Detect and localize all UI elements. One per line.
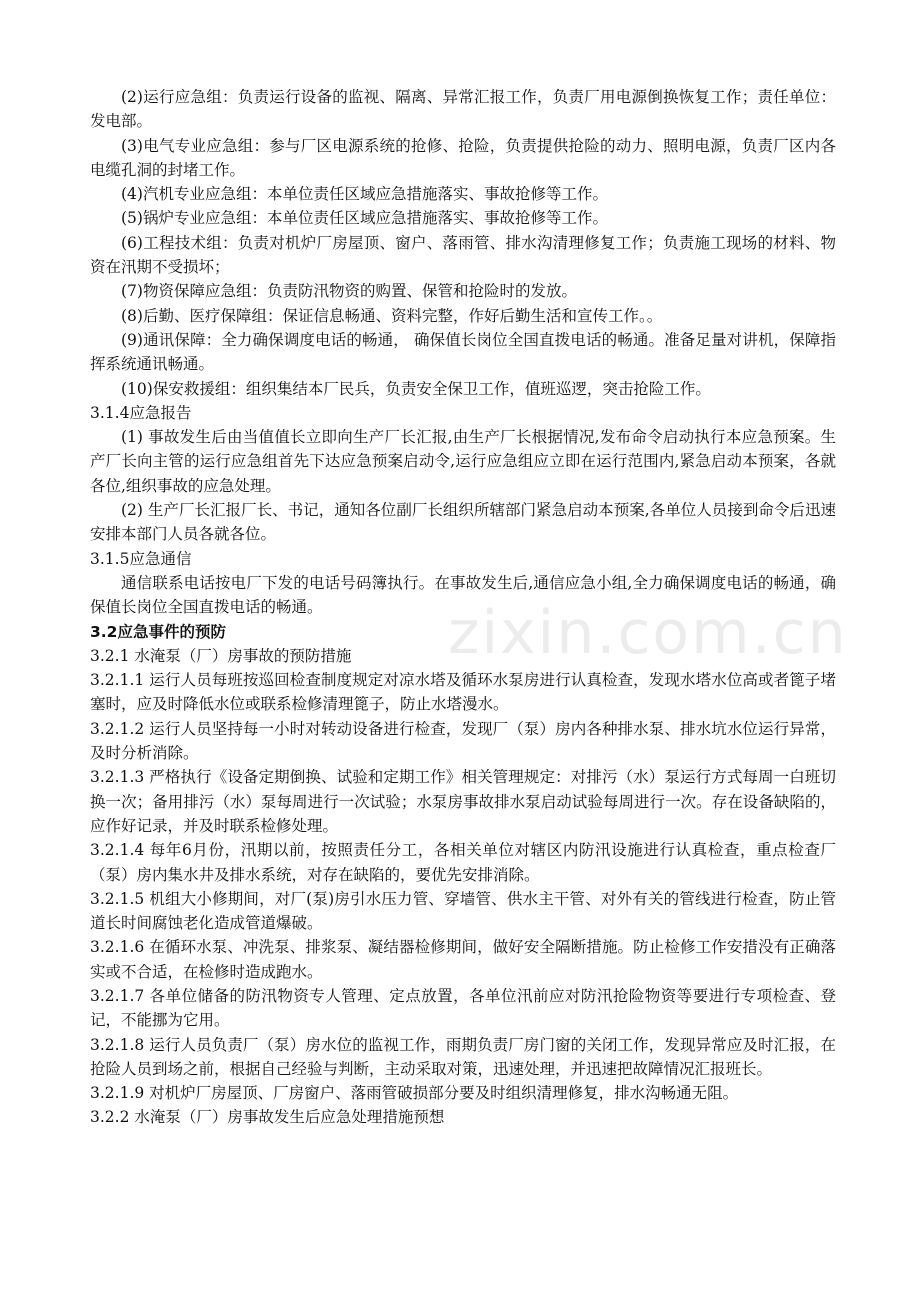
item-3-2-1-4: 3.2.1.4 每年6月份，汛期以前，按照责任分工，各相关单位对辖区内防汛设施进行认真检查，重点检查厂（泵）房内集水井及排水系统，对存在缺陷的，要优先安排消除。: [90, 841, 836, 884]
item-3-2-1-1: 3.2.1.1 运行人员每班按巡回检查制度规定对凉水塔及循环水泵房进行认真检查，发现水塔水位高或者篦子堵塞时，应及时降低水位或联系检修清理篦子，防止水塔漫水。: [90, 671, 836, 714]
item-3-2-1-6: 3.2.1.6 在循环水泵、冲洗泵、排浆泵、凝结器检修期间，做好安全隔断措施。防止检修工作安措没有正确落实或不合适，在检修时造成跑水。: [90, 938, 836, 981]
paragraph-communication: 通信联系电话按电厂下发的电话号码簿执行。在事故发生后,通信应急小组,全力确保调度电话的畅通，确保值长岗位全国直拨电话的畅通。: [90, 573, 836, 617]
paragraph-7-materials-team: (7)物资保障应急组：负责防汛物资的购置、保管和抢险时的发放。: [121, 282, 577, 301]
section-heading-3-2-2: 3.2.2 水淹泵（厂）房事故发生后应急处理措施预想: [90, 1108, 445, 1127]
paragraph-10-security-team: (10)保安救援组：组织集结本厂民兵，负责安全保卫工作，值班巡逻，突击抢险工作。: [121, 379, 711, 398]
paragraph-4-turbine-team: (4)汽机专业应急组：本单位责任区域应急措施落实、事故抢修等工作。: [121, 185, 608, 204]
item-3-2-1-8: 3.2.1.8 运行人员负责厂（泵）房水位的监视工作，雨期负责厂房门窗的关闭工作，发现异常应及时汇报，在抢险人员到场之前，根据自己经验与判断，主动采取对策，迅速处理，并迅速把故障情况汇报班长。: [90, 1035, 836, 1078]
paragraph-5-boiler-team: (5)锅炉专业应急组：本单位责任区域应急措施落实、事故抢修等工作。: [121, 209, 608, 228]
watermark: zixin.com.cn: [448, 598, 848, 668]
paragraph-2-operation-team: (2)运行应急组：负责运行设备的监视、隔离、异常汇报工作，负责厂用电源倒换恢复工作；责任单位：发电部。: [90, 88, 836, 131]
item-3-2-1-3: 3.2.1.3 严格执行《设备定期倒换、试验和定期工作》相关管理规定：对排污（水）泵运行方式每周一白班切换一次；备用排污（水）泵每周进行一次试验；水泵房事故排水泵启动试验每周进行一次。存在设备缺陷的，应作好记录，并及时联系检修处理。: [90, 768, 836, 835]
item-3-2-1-7: 3.2.1.7 各单位储备的防汛物资专人管理、定点放置，各单位汛前应对防汛抢险物资等要进行专项检查、登记，不能挪为它用。: [90, 986, 836, 1030]
section-heading-3-1-4: 3.1.4应急报告: [90, 403, 192, 422]
item-3-2-1-2: 3.2.1.2 运行人员坚持每一小时对转动设备进行检查，发现厂（泵）房内各种排水泵、排水坑水位运行异常，及时分析消除。: [90, 719, 836, 763]
item-3-2-1-9: 3.2.1.9 对机炉厂房屋顶、厂房窗户、落雨管破损部分要及时组织清理修复，排水沟畅通无阻。: [90, 1084, 739, 1103]
item-3-2-1-5: 3.2.1.5 机组大小修期间，对厂(泵)房引水压力管、穿墙管、供水主干管、对外有关的管线进行检查，防止管道长时间腐蚀老化造成管道爆破。: [90, 889, 836, 933]
document-body: [90, 85, 836, 1130]
paragraph-report-2: (2) 生产厂长汇报厂长、书记，通知各位副厂长组织所辖部门紧急启动本预案,各单位人员接到命令后迅速安排本部门人员各就各位。: [90, 501, 836, 544]
paragraph-8-logistics-team: (8)后勤、医疗保障组：保证信息畅通、资料完整，作好后勤生活和宣传工作。。: [121, 306, 663, 325]
paragraph-6-engineering-team: (6)工程技术组：负责对机炉厂房屋顶、窗户、落雨管、排水沟清理修复工作；负责施工现场的材料、物资在汛期不受损坏；: [90, 233, 836, 277]
section-heading-3-1-5: 3.1.5应急通信: [90, 549, 192, 568]
section-heading-3-2: 3.2应急事件的预防: [90, 622, 226, 641]
paragraph-9-communication: (9)通讯保障：全力确保调度电话的畅通， 确保值长岗位全国直拨电话的畅通。准备足量对讲机，保障指挥系统通讯畅通。: [90, 330, 836, 374]
section-heading-3-2-1: 3.2.1 水淹泵（厂）房事故的预防措施: [90, 646, 352, 665]
paragraph-report-1: (1) 事故发生后由当值值长立即向生产厂长汇报,由生产厂长根据情况,发布命令启动执行本应急预案。生产厂长向主管的运行应急组首先下达应急预案启动令,运行应急组应立即在运行范围内,紧急启动本预案，各就各位,组织事故的应急处理。: [90, 428, 836, 495]
paragraph-3-electrical-team: (3)电气专业应急组：参与厂区电源系统的抢修、抢险，负责提供抢险的动力、照明电源，负责厂区内各电缆孔洞的封堵工作。: [90, 136, 836, 179]
